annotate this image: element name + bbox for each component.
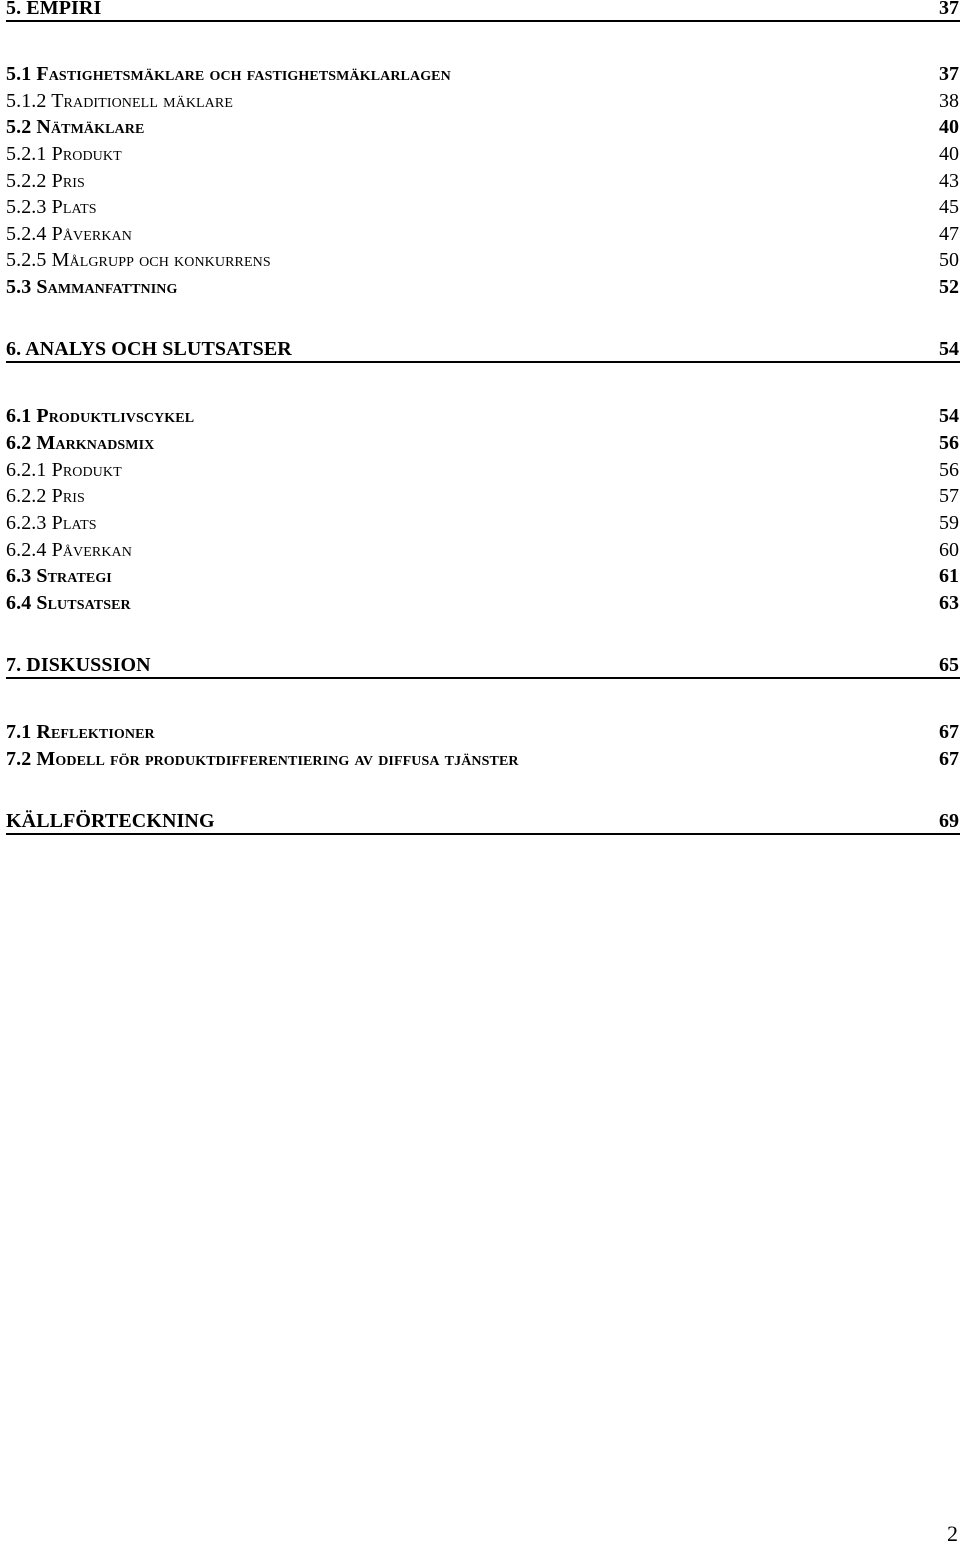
toc-label: 6.1 Produktlivscykel (6, 405, 195, 427)
toc-label: 5.2.4 Påverkan (6, 223, 132, 245)
toc-chapter-5[interactable] (6, 0, 960, 22)
toc-page: 67 (939, 721, 959, 743)
toc-page: 52 (939, 276, 959, 298)
page-number: 2 (947, 1521, 958, 1546)
toc-entry[interactable] (6, 140, 960, 166)
toc-label: 6.2.3 Plats (6, 512, 97, 534)
toc-entry[interactable] (6, 429, 960, 455)
toc-page: 69 (939, 810, 959, 832)
toc-page: 43 (939, 170, 959, 192)
toc-entry[interactable] (6, 167, 960, 193)
toc-label: 6.2.2 Pris (6, 485, 85, 507)
toc-label: 7.2 Modell för produktdifferentiering av diffusa tjänster (6, 748, 519, 770)
toc-entry[interactable] (6, 745, 960, 771)
toc-chapter-references[interactable] (6, 809, 960, 835)
toc-label: 7. DISKUSSION (6, 654, 151, 676)
toc-entry[interactable] (6, 193, 960, 219)
toc-page: 67 (939, 748, 959, 770)
toc-entry[interactable] (6, 482, 960, 508)
toc-entry[interactable] (6, 402, 960, 428)
toc-page: 57 (939, 485, 959, 507)
toc-label: 6.2 Marknadsmix (6, 432, 155, 454)
toc-page: 40 (939, 116, 959, 138)
toc-page: 47 (939, 223, 959, 245)
toc-label: 5.1.2 Traditionell mäklare (6, 90, 233, 112)
toc-entry[interactable] (6, 87, 960, 113)
toc-entry[interactable] (6, 60, 960, 86)
toc-entry[interactable] (6, 589, 960, 615)
toc-label: 5.2.2 Pris (6, 170, 85, 192)
toc-entry[interactable] (6, 273, 960, 299)
toc-entry[interactable] (6, 562, 960, 588)
toc-label: 5.3 Sammanfattning (6, 276, 178, 298)
toc-label: 6.3 Strategi (6, 565, 112, 587)
toc-entry[interactable] (6, 509, 960, 535)
toc-page: 56 (939, 459, 959, 481)
toc-page: 60 (939, 539, 959, 561)
toc-page: 59 (939, 512, 959, 534)
toc-label: 6.2.1 Produkt (6, 459, 122, 481)
toc-entry[interactable] (6, 456, 960, 482)
toc-label: 5.2.1 Produkt (6, 143, 122, 165)
toc-page: 40 (939, 143, 959, 165)
toc-entry[interactable] (6, 536, 960, 562)
toc-entry[interactable] (6, 246, 960, 272)
toc-label: 5.2.5 Målgrupp och konkurrens (6, 249, 271, 271)
toc-label: 6.4 Slutsatser (6, 592, 131, 614)
toc-entry[interactable] (6, 220, 960, 246)
toc-entry[interactable] (6, 113, 960, 139)
toc-label: 7.1 Reflektioner (6, 721, 155, 743)
toc-page: 65 (939, 654, 959, 676)
toc-page: 54 (939, 338, 959, 360)
toc-chapter-7[interactable] (6, 653, 960, 679)
toc-label: 5. EMPIRI (6, 0, 102, 19)
toc-page: 37 (939, 63, 959, 85)
toc-label: 6. ANALYS OCH SLUTSATSER (6, 338, 292, 360)
toc-label: 5.2.3 Plats (6, 196, 97, 218)
toc-label: 5.2 Nätmäklare (6, 116, 145, 138)
toc-page: 38 (939, 90, 959, 112)
toc-page: 54 (939, 405, 959, 427)
toc-label: 5.1 Fastighetsmäklare och fastighetsmäklarlagen (6, 63, 451, 85)
toc-page: 37 (939, 0, 959, 19)
toc-page: 50 (939, 249, 959, 271)
toc-entry[interactable] (6, 718, 960, 744)
toc-page: 63 (939, 592, 959, 614)
toc-page: 61 (939, 565, 959, 587)
toc-page: 45 (939, 196, 959, 218)
toc-label: KÄLLFÖRTECKNING (6, 810, 215, 832)
toc-page: 56 (939, 432, 959, 454)
toc-chapter-6[interactable] (6, 337, 960, 363)
toc-label: 6.2.4 Påverkan (6, 539, 132, 561)
